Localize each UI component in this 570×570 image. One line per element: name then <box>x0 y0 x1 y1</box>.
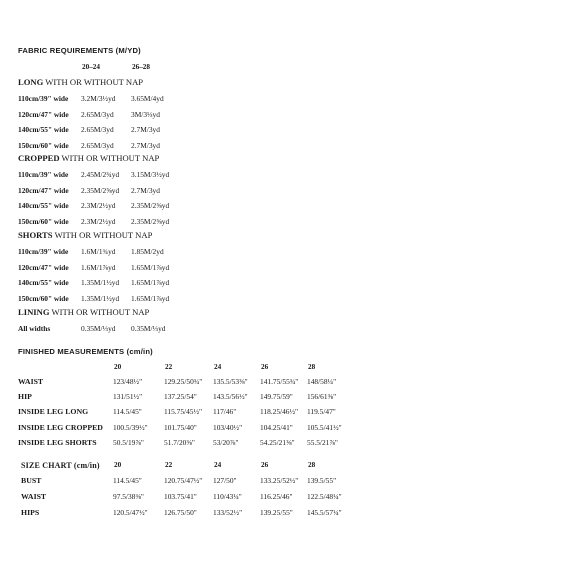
size-chart-col-header: 22 <box>165 461 173 469</box>
fabric-width-label: 150cm/60" wide <box>18 294 69 304</box>
size-chart-col-header: 28 <box>308 461 316 469</box>
fabric-qty-20-24: 1.35M/1½yd <box>81 294 120 304</box>
fabric-qty-20-24: 1.6M/1⅞yd <box>81 262 116 272</box>
fabric-qty-20-24: 0.35M/⅓yd <box>81 324 116 333</box>
finished-cell: 54.25/21⅜" <box>260 437 295 447</box>
fabric-width-label: All widths <box>18 324 51 333</box>
size-chart-cell: 126.75/50" <box>164 507 197 517</box>
section-name: LONG <box>18 77 44 87</box>
finished-cell: 143.5/56½" <box>213 392 248 402</box>
section-suffix: WITH OR WITHOUT NAP <box>43 77 144 87</box>
section-name: SHORTS <box>18 230 53 240</box>
fabric-qty-20-24: 2.45M/2¾yd <box>81 170 120 179</box>
finished-cell: 141.75/55¾" <box>260 377 299 386</box>
finished-cell: 156/61⅜" <box>307 392 337 402</box>
fabric-qty-26-28: 3.15M/3½yd <box>131 170 170 179</box>
finished-cell: 135.5/53⅜" <box>213 377 248 386</box>
fabric-width-label: 150cm/60" wide <box>18 141 69 151</box>
fabric-width-label: 110cm/39" wide <box>18 170 69 179</box>
finished-cell: 115.75/45½" <box>164 407 203 417</box>
fabric-qty-26-28: 2.7M/3yd <box>131 185 160 195</box>
fabric-qty-26-28: 1.65M/1⅞yd <box>131 262 170 272</box>
fabric-qty-26-28: 2.35M/2⅝yd <box>131 201 170 211</box>
size-chart-cell: 127/50" <box>213 476 237 485</box>
size-chart-row-label: HIPS <box>21 507 40 517</box>
fabric-col-header: 26–28 <box>132 63 150 71</box>
fabric-qty-26-28: 1.65M/1⅞yd <box>131 278 170 288</box>
finished-row-label: WAIST <box>18 377 44 386</box>
finished-row-label: INSIDE LEG SHORTS <box>18 437 97 447</box>
size-chart-col-header: 20 <box>114 461 122 469</box>
size-chart-cell: 120.75/47½" <box>164 476 203 485</box>
size-chart-title: SIZE CHART (cm/in) <box>21 461 100 470</box>
size-chart-cell: 139.25/55" <box>260 507 293 517</box>
finished-cell: 104.25/41" <box>260 422 293 432</box>
finished-cell: 123/48½" <box>113 377 143 386</box>
finished-cell: 53/20⅞" <box>213 437 239 447</box>
fabric-qty-20-24: 1.6M/1¾yd <box>81 247 116 256</box>
fabric-qty-26-28: 1.85M/2yd <box>131 247 164 256</box>
fabric-width-label: 110cm/39" wide <box>18 94 69 103</box>
finished-col-header: 22 <box>165 363 173 371</box>
size-chart-cell: 145.5/57¼" <box>307 507 342 517</box>
finished-cell: 55.5/21⅞" <box>307 437 338 447</box>
size-chart-cell: 120.5/47½" <box>113 507 148 517</box>
size-chart-cell: 116.25/46" <box>260 491 293 501</box>
fabric-section-heading <box>18 154 159 163</box>
fabric-qty-26-28: 1.65M/1⅞yd <box>131 294 170 304</box>
size-chart-cell: 97.5/38⅜" <box>113 491 144 501</box>
fabric-qty-26-28: 2.35M/2⅝yd <box>131 217 170 227</box>
finished-col-header: 26 <box>261 363 269 371</box>
fabric-qty-26-28: 0.35M/⅓yd <box>131 324 166 333</box>
finished-cell: 137.25/54" <box>164 392 197 402</box>
size-chart-cell: 110/43¼" <box>213 491 242 501</box>
finished-cell: 105.5/41½" <box>307 422 342 432</box>
size-chart-col-header: 26 <box>261 461 269 469</box>
fabric-qty-20-24: 1.35M/1½yd <box>81 278 120 288</box>
finished-cell: 131/51½" <box>113 392 143 402</box>
fabric-width-label: 110cm/39" wide <box>18 247 69 256</box>
size-chart-row-label: WAIST <box>21 491 47 501</box>
size-chart-cell: 139.5/55" <box>307 476 337 485</box>
finished-title: FINISHED MEASUREMENTS (cm/in) <box>18 347 153 356</box>
section-name: CROPPED <box>18 153 60 163</box>
size-chart-cell: 103.75/41" <box>164 491 197 501</box>
finished-col-header: 24 <box>214 363 222 371</box>
size-chart-cell: 114.5/45" <box>113 476 142 485</box>
finished-col-header: 20 <box>114 363 122 371</box>
finished-cell: 103/40½" <box>213 422 243 432</box>
finished-cell: 50.5/19⅞" <box>113 437 144 447</box>
fabric-width-label: 140cm/55" wide <box>18 125 69 135</box>
fabric-section-heading <box>18 231 152 240</box>
size-chart-cell: 133/52½" <box>213 507 243 517</box>
finished-cell: 118.25/46½" <box>260 407 299 417</box>
finished-row-label: INSIDE LEG LONG <box>18 407 89 417</box>
finished-cell: 149.75/59" <box>260 392 293 402</box>
fabric-qty-20-24: 2.3M/2½yd <box>81 217 116 227</box>
finished-cell: 129.25/50¾" <box>164 377 203 386</box>
fabric-width-label: 150cm/60" wide <box>18 217 69 227</box>
finished-cell: 119.5/47" <box>307 407 336 417</box>
fabric-qty-26-28: 2.7M/3yd <box>131 141 160 151</box>
size-chart-row-label: BUST <box>21 476 42 485</box>
fabric-qty-20-24: 2.65M/3yd <box>81 141 114 151</box>
fabric-qty-26-28: 2.7M/3yd <box>131 125 160 135</box>
fabric-section-heading <box>18 308 149 317</box>
fabric-qty-26-28: 3M/3⅓yd <box>131 109 160 119</box>
fabric-title: FABRIC REQUIREMENTS (M/YD) <box>18 46 141 55</box>
fabric-qty-20-24: 2.65M/3yd <box>81 125 114 135</box>
size-chart-cell: 133.25/52½" <box>260 476 299 485</box>
size-chart-col-header: 24 <box>214 461 222 469</box>
section-suffix: WITH OR WITHOUT NAP <box>52 230 153 240</box>
finished-row-label: HIP <box>18 392 32 402</box>
fabric-qty-20-24: 2.3M/2½yd <box>81 201 116 211</box>
section-suffix: WITH OR WITHOUT NAP <box>59 153 160 163</box>
fabric-qty-20-24: 2.65M/3yd <box>81 109 114 119</box>
finished-cell: 148/58¼" <box>307 377 337 386</box>
section-suffix: WITH OR WITHOUT NAP <box>49 307 150 317</box>
finished-row-label: INSIDE LEG CROPPED <box>18 422 103 432</box>
fabric-qty-26-28: 3.65M/4yd <box>131 94 164 103</box>
fabric-qty-20-24: 3.2M/3½yd <box>81 94 116 103</box>
fabric-section-heading <box>18 78 143 87</box>
fabric-qty-20-24: 2.35M/2⅝yd <box>81 185 120 195</box>
fabric-width-label: 120cm/47" wide <box>18 109 69 119</box>
fabric-width-label: 140cm/55" wide <box>18 278 69 288</box>
finished-cell: 51.7/20⅜" <box>164 437 195 447</box>
finished-cell: 100.5/39½" <box>113 422 148 432</box>
finished-col-header: 28 <box>308 363 316 371</box>
finished-cell: 117/46" <box>213 407 237 417</box>
fabric-width-label: 120cm/47" wide <box>18 185 69 195</box>
fabric-width-label: 120cm/47" wide <box>18 262 69 272</box>
finished-cell: 101.75/40" <box>164 422 197 432</box>
section-name: LINING <box>18 307 50 317</box>
finished-cell: 114.5/45" <box>113 407 142 417</box>
fabric-col-header: 20–24 <box>82 63 100 71</box>
size-chart-cell: 122.5/48¼" <box>307 491 342 501</box>
fabric-width-label: 140cm/55" wide <box>18 201 69 211</box>
